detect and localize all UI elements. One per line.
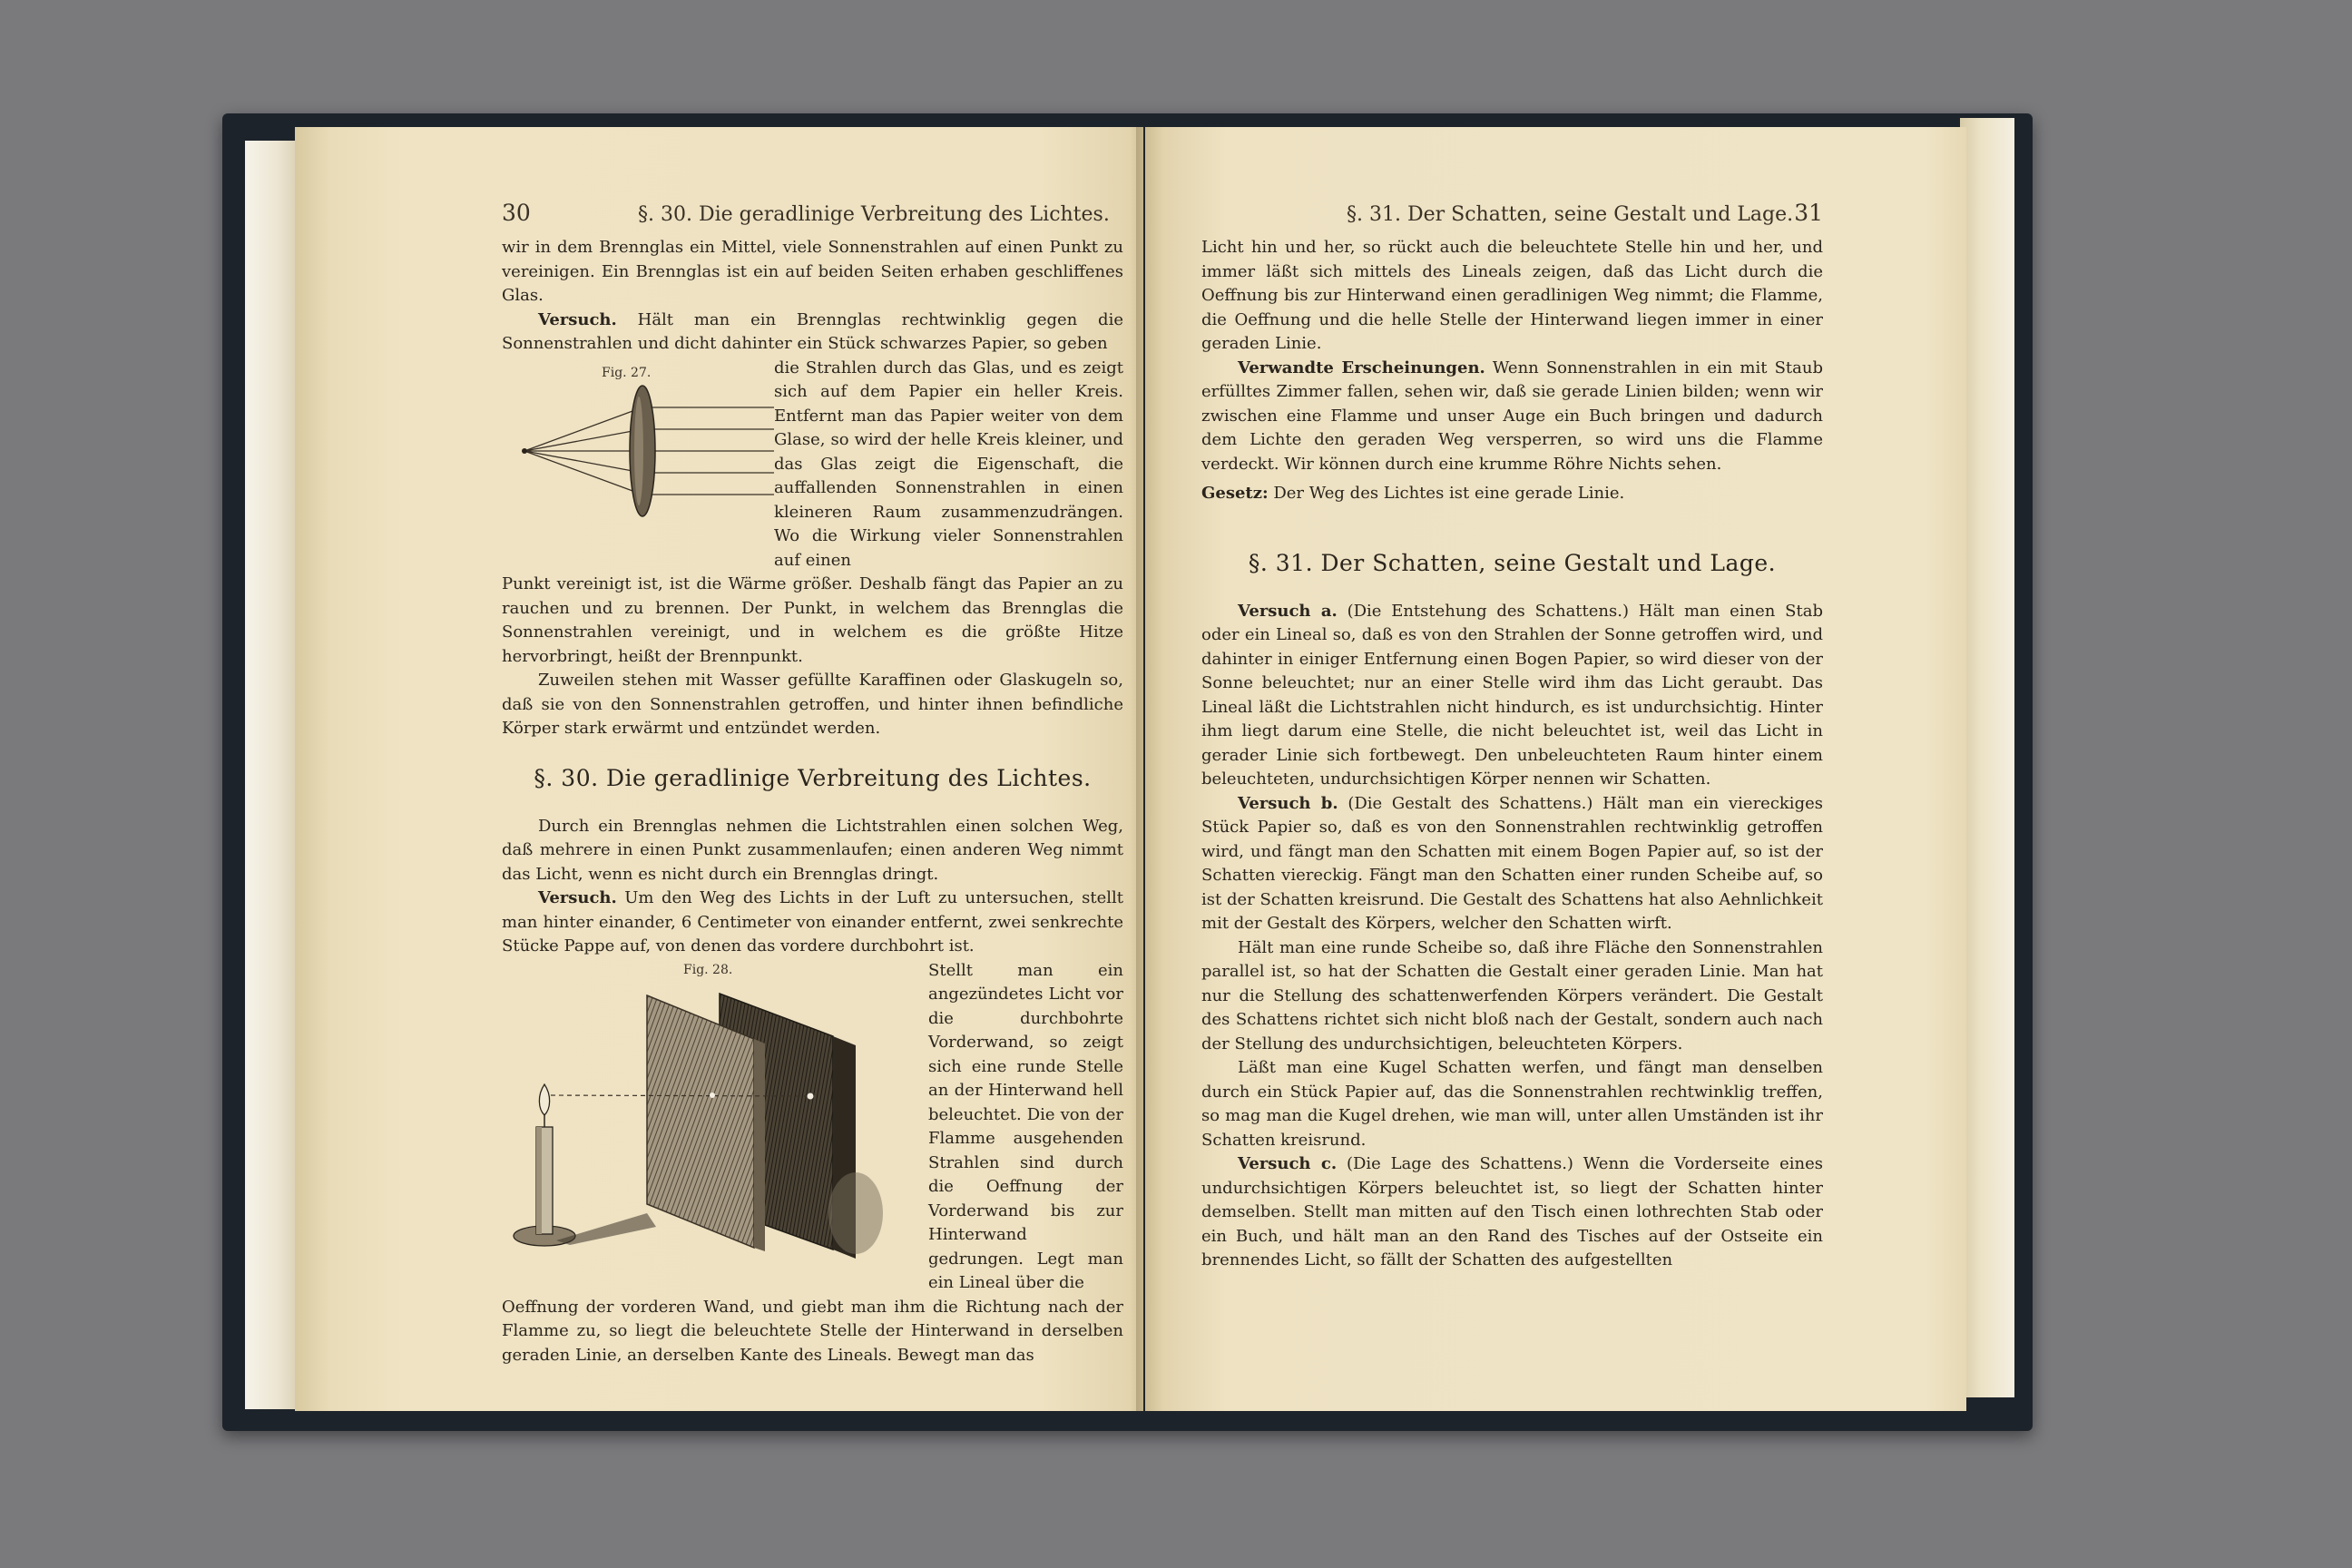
versuch-label: Versuch. xyxy=(538,309,617,329)
figure-28-block xyxy=(502,959,1123,1296)
candle-screens-diagram xyxy=(502,959,928,1268)
paragraph: Zuweilen stehen mit Wasser gefüllte Karaffinen oder Glaskugeln so, daß sie von den Sonnenstrahlen getroffen, und hinter ihnen befindliche Körper stark erwärmt und entzündet werden. xyxy=(502,671,1123,738)
versuch-intro: Um den Weg des Lichts in der Luft zu untersuchen, stellt man hinter einander, 6 Centimeter von einander entfernt, zwei senkrechte Stücke Pappe auf, von denen das vordere durchbohrt ist. xyxy=(502,888,1123,956)
page-number: 30 xyxy=(502,200,531,226)
paragraph: wir in dem Brennglas ein Mittel, viele Sonnenstrahlen auf einen Punkt zu vereinigen. Ein Brennglas ist ein auf beiden Seiten erhaben geschliffenes Glas. xyxy=(502,238,1123,305)
figure-label: Fig. 27. xyxy=(602,365,652,380)
page-number: 31 xyxy=(1794,200,1823,226)
figure-28 xyxy=(502,959,928,1268)
versuch-label: Versuch. xyxy=(538,888,617,907)
versuch-text: (Die Gestalt des Schattens.) Hält man ein viereckiges Stück Papier so, daß es von den Sonnenstrahlen rechtwinklig getroffen wird, und fängt man den Schatten mit einem Bogen Papier auf, so ist der Schatten viereckig. Fängt man den Schatten einer runden Scheibe auf, so ist der Schatten kreisrund. Die Gestalt des Schattens hat also Aehnlichkeit mit der Gestalt des Körpers, welcher den Schatten wirft. xyxy=(1201,793,1823,933)
running-head: §. 30. Die geradlinige Verbreitung des Lichtes. xyxy=(638,203,1110,226)
paragraph: Oeffnung der vorderen Wand, und giebt man ihm die Richtung nach der Flamme zu, so liegt die beleuchtete Stelle der Hinterwand in derselben geraden Linie, an derselben Kante des Lineals. Bewegt man das xyxy=(502,1297,1123,1365)
section-heading: §. 30. Die geradlinige Verbreitung des Lichtes. xyxy=(534,764,1092,791)
right-page-body xyxy=(1201,236,1823,1273)
paragraph-versuch-a xyxy=(1201,600,1823,792)
page-stack-right xyxy=(1960,118,2014,1397)
paragraph-versuch xyxy=(502,309,1123,357)
paragraph: Hält man eine runde Scheibe so, daß ihre Fläche den Sonnenstrahlen parallel ist, so hat der Schatten die Gestalt einer geraden Linie. Man hat nur die Stellung des schattenwerfenden Körpers verändert. Die Gestalt des Schattens richtet sich nicht bloß nach der Gestalt, sondern auch nach der Stellung des undurchsichtigen, beleuchteten Körpers. xyxy=(1201,937,1823,1054)
verwandte-label: Verwandte Erscheinungen. xyxy=(1238,358,1485,377)
versuch-text: (Die Entstehung des Schattens.) Hält man einen Stab oder ein Lineal so, daß es von den Strahlen der Sonne getroffen wird, und dahinter in einiger Entfernung einen Bogen Papier, so wird dieser von der Sonne beleuchtet; nur an einer Stelle wird ihm das Licht geraubt. Das Lineal läßt die Lichtstrahlen nicht hindurch, es ist undurchsichtig. Hinter ihm liegt darum eine Stelle, die nicht beleuchtet ist, weil das Licht in gerader Linie sich fortbewegt. Den unbeleuchteten Raum hinter einem beleuchteten, undurchsichtigen Körper nennen wir Schatten. xyxy=(1201,601,1823,789)
paragraph-versuch xyxy=(502,887,1123,959)
paragraph-gesetz xyxy=(1201,482,1823,506)
versuch-intro: Hält man ein Brennglas rechtwinklig gegen die Sonnenstrahlen und dicht dahinter ein Stück schwarzes Papier, so geben xyxy=(502,309,1123,353)
gesetz-label: Gesetz: xyxy=(1201,484,1269,503)
section-heading: §. 31. Der Schatten, seine Gestalt und Lage. xyxy=(1248,549,1777,576)
paragraph-versuch-b xyxy=(1201,792,1823,936)
versuch-label: Versuch b. xyxy=(1238,793,1338,813)
paragraph: Durch ein Brennglas nehmen die Lichtstrahlen einen solchen Weg, daß mehrere in einen Punkt zusammenlaufen; einen anderen Weg nimmt das Licht, wenn es nicht durch ein Brennglas dringt. xyxy=(502,816,1123,884)
paragraph-verwandte xyxy=(1201,357,1823,477)
paragraph-versuch-c xyxy=(1201,1152,1823,1273)
versuch-label: Versuch c. xyxy=(1238,1154,1338,1173)
right-running-header xyxy=(1201,200,1823,236)
left-running-header xyxy=(502,200,1123,236)
paragraph: Läßt man eine Kugel Schatten werfen, und fängt man denselben durch ein Stück Papier auf, das die Sonnenstrahlen rechtwinklig treffen, so mag man die Kugel drehen, wie man will, unter allen Umständen ist ihr Schatten kreisrund. xyxy=(1201,1058,1823,1150)
figure-28-side-text: Stellt man ein angezündetes Licht vor die durchbohrte Vorderwand, so zeigt sich eine runde Stelle an der Hinterwand hell beleuchtet. Die von der Flamme ausgehenden Strahlen sind durch die Oeffnung der Vorderwand bis zur Hinterwand gedrungen. Legt man ein Lineal über die xyxy=(928,960,1123,1292)
paragraph: Punkt vereinigt ist, ist die Wärme größer. Deshalb fängt das Papier an zu rauchen und zu brennen. Der Punkt, in welchem das Brennglas die Sonnenstrahlen vereinigt, und in welchem es die größte Hitze hervorbringt, heißt der Brennpunkt. xyxy=(502,574,1123,666)
page-stack-left xyxy=(245,141,299,1409)
versuch-label: Versuch a. xyxy=(1238,601,1338,621)
figure-27 xyxy=(502,357,774,547)
versuch-text: (Die Lage des Schattens.) Wenn die Vorderseite eines undurchsichtigen Körpers beleuchtet ist, so liegt der Schatten hinter demselben. Stellt man mitten auf den Tisch einen lothrechten Stab oder ein Buch, und hält man an den Rand des Tisches auf der Ostseite ein brennendes Licht, so fällt der Schatten des aufgestellten xyxy=(1201,1154,1823,1269)
paragraph: Licht hin und her, so rückt auch die beleuchtete Stelle hin und her, und immer läßt sich mittels des Lineals zeigen, daß das Licht durch die Oeffnung bis zur Hinterwand einen geradlinigen Weg nimmt; die Flamme, die Oeffnung und die helle Stelle der Hinterwand liegen immer in einer geraden Linie. xyxy=(1201,238,1823,353)
figure-label: Fig. 28. xyxy=(683,962,733,977)
running-head: §. 31. Der Schatten, seine Gestalt und Lage. xyxy=(1347,203,1794,226)
verwandte-text: Wenn Sonnenstrahlen in ein mit Staub erfülltes Zimmer fallen, sehen wir, daß sie gerade Linien bilden; wenn wir zwischen eine Flamme und unser Auge ein Buch bringen und dadurch dem Lichte den geraden Weg versperren, so wird uns die Flamme verdeckt. Wir können durch eine krumme Röhre Nichts sehen. xyxy=(1201,358,1823,474)
figure-27-block xyxy=(502,357,1123,573)
left-page-body xyxy=(502,236,1123,1367)
right-page xyxy=(1145,127,1966,1411)
figure-27-side-text: die Strahlen durch das Glas, und es zeigt sich auf dem Papier ein heller Kreis. Entfernt man das Papier weiter von dem Glase, so wird der helle Kreis kleiner, und das Glas zeigt die Eigenschaft, die auffallenden Sonnenstrahlen in einen kleineren Raum zusammenzudrängen. Wo die Wirkung vieler Sonnenstrahlen auf einen xyxy=(774,358,1123,570)
gesetz-text: Der Weg des Lichtes ist eine gerade Linie. xyxy=(1273,484,1625,503)
left-page xyxy=(295,127,1143,1411)
lens-diagram xyxy=(502,357,774,547)
